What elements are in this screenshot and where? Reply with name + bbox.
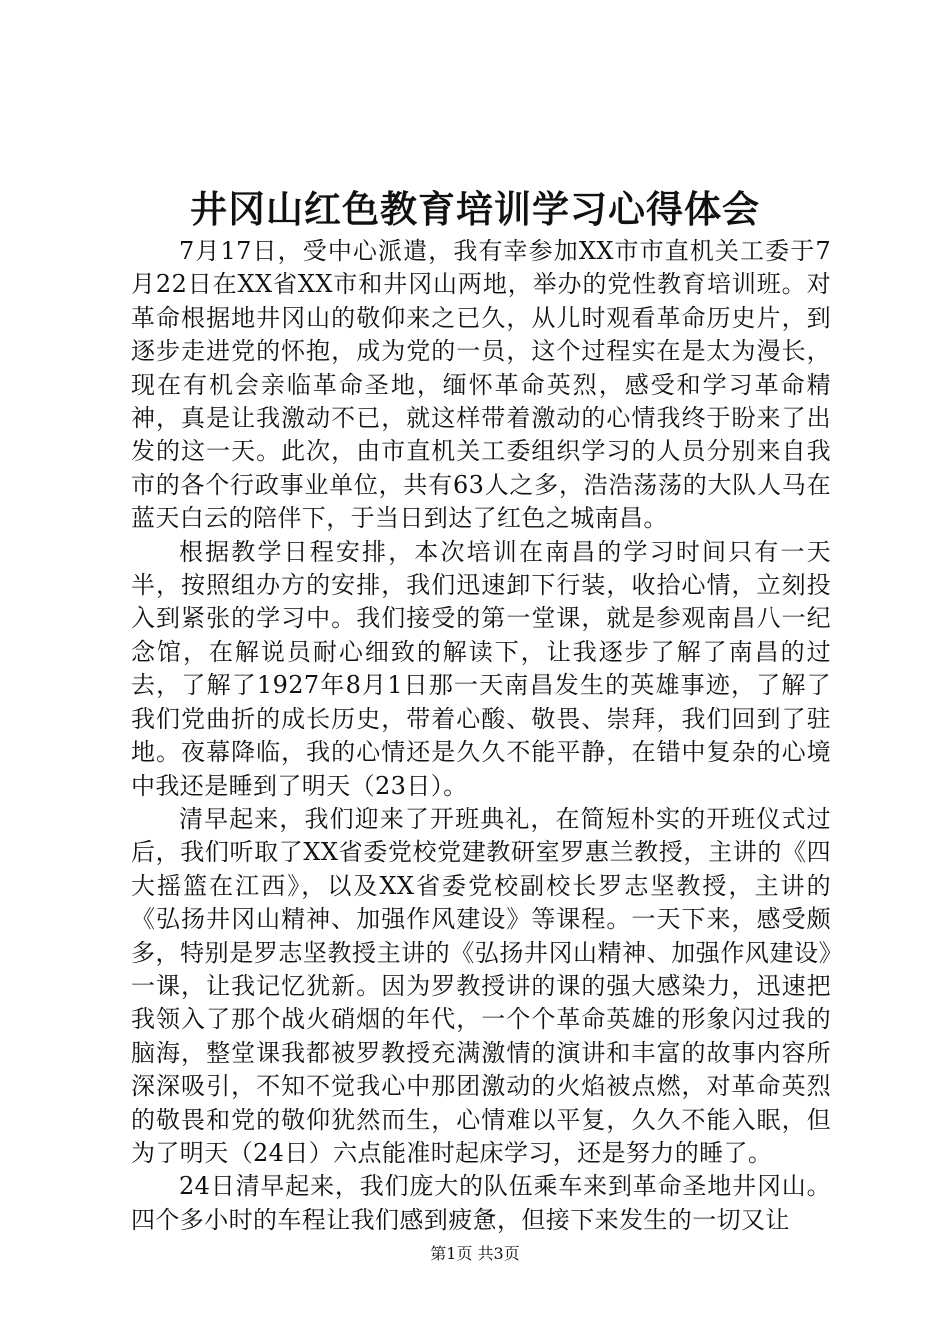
paragraph-3: 清早起来，我们迎来了开班典礼，在简短朴实的开班仪式过后，我们听取了XX省委党校党建教研室罗惠兰教授，主讲的《四大摇篮在江西》，以及XX省委党校副校长罗志坚教授，主讲的《弘扬井冈山精神、加强作风建设》等课程。一天下来，感受颇多，特别是罗志坚教授主讲的《弘扬井冈山精神、加强作风建设》一课，让我记忆犹新。因为罗教授讲的课的强大感染力，迅速把我领入了那个战火硝烟的年代，一个个革命英雄的形象闪过我的脑海，整堂课我都被罗教授充满激情的演讲和丰富的故事内容所深深吸引，不知不觉我心中那团激动的火焰被点燃，对革命英烈的敬畏和党的敬仰犹然而生，心情难以平复，久久不能入眠，但为了明天（24日）六点能准时起床学习，还是努力的睡了。	[131, 804, 831, 1167]
page-footer: 第1页 共3页	[430, 1244, 520, 1263]
paragraph-4: 24日清早起来，我们庞大的队伍乘车来到革命圣地井冈山。四个多小时的车程让我们感到疲惫，但接下来发生的一切又让	[131, 1172, 831, 1234]
paragraph-2: 根据教学日程安排，本次培训在南昌的学习时间只有一天半，按照组办方的安排，我们迅速卸下行装，收拾心情，立刻投入到紧张的学习中。我们接受的第一堂课，就是参观南昌八一纪念馆，在解说员耐心细致的解读下，让我逐步了解了南昌的过去，了解了1927年8月1日那一天南昌发生的英雄事迹，了解了我们党曲折的成长历史，带着心酸、敬畏、崇拜，我们回到了驻地。夜幕降临，我的心情还是久久不能平静，在错中复杂的心境中我还是睡到了明天（23日）。	[131, 537, 831, 800]
document-title: 井冈山红色教育培训学习心得体会	[190, 187, 760, 231]
document-body	[131, 235, 831, 1237]
paragraph-1: 7月17日，受中心派遣，我有幸参加XX市市直机关工委于7月22日在XX省XX市和井冈山两地，举办的党性教育培训班。对革命根据地井冈山的敬仰来之已久，从儿时观看革命历史片，到逐步走进党的怀抱，成为党的一员，这个过程实在是太为漫长，现在有机会亲临革命圣地，缅怀革命英烈，感受和学习革命精神，真是让我激动不已，就这样带着激动的心情我终于盼来了出发的这一天。此次，由市直机关工委组织学习的人员分别来自我市的各个行政事业单位，共有63人之多，浩浩荡荡的大队人马在蓝天白云的陪伴下，于当日到达了红色之城南昌。	[131, 237, 831, 533]
